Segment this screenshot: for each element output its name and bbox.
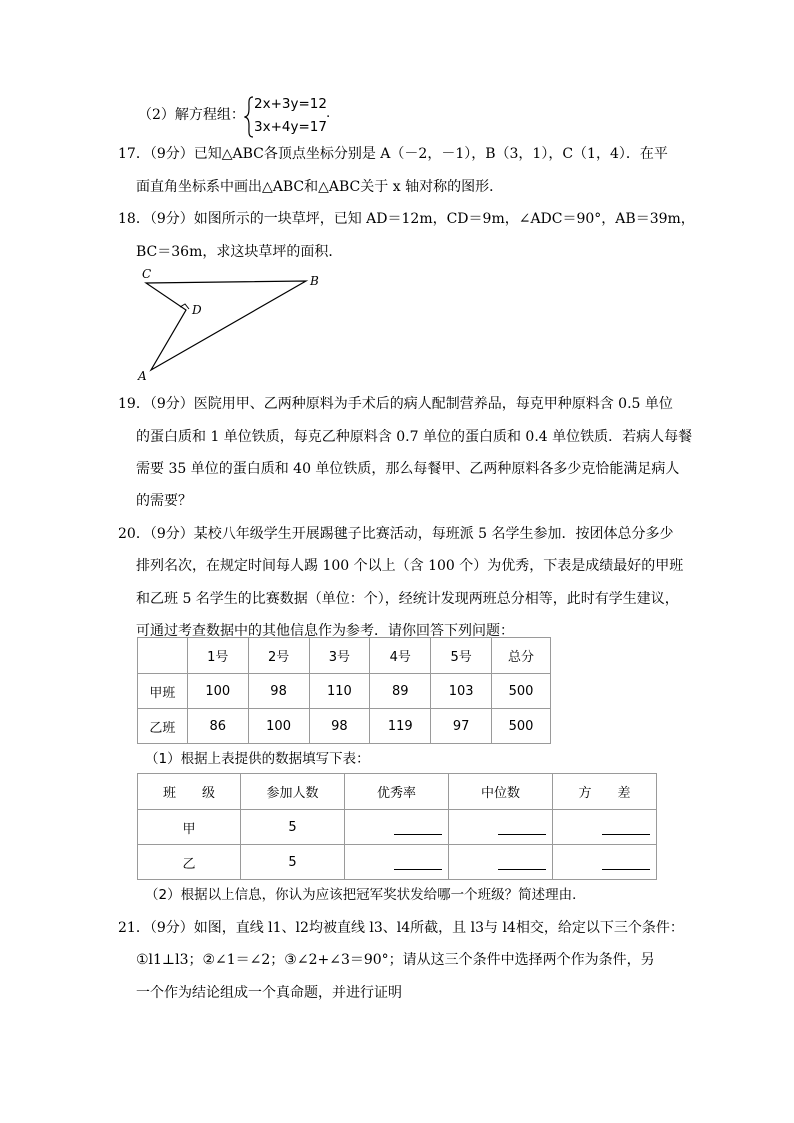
- score-header-cell: 总分: [492, 638, 551, 674]
- p21-line2: ①l1⊥l3；②∠1＝∠2；③∠2+∠3＝90°；请从这三个条件中选择两个作为条件，另: [136, 952, 655, 968]
- p19-line1: 19．（9分）医院用甲、乙两种原料为手术后的病人配制营养品，每克甲种原料含 0.5 单位: [118, 396, 673, 412]
- score-cell: 103: [431, 674, 492, 709]
- median-blank[interactable]: [449, 810, 553, 845]
- score-cell: 110: [309, 674, 370, 709]
- score-header-cell: [138, 638, 188, 674]
- p17-line2: 面直角坐标系中画出△ABC和△ABC关于 x 轴对称的图形．: [136, 179, 504, 195]
- p19-line4: 的需要？: [136, 493, 192, 509]
- p17-line1: 17．（9分）已知△ABC各顶点坐标分别是 A（－2，－1），B（3，1），C（1，4）．在平: [118, 146, 668, 162]
- equation-system: [244, 96, 364, 138]
- p20-q2: （2）根据以上信息，你认为应该把冠军奖状发给哪一个班级？简述理由．: [145, 887, 586, 903]
- score-cell: 97: [431, 709, 492, 744]
- count-cell: 5: [241, 845, 345, 880]
- left-brace-icon: [244, 96, 254, 138]
- excellence-rate-blank[interactable]: [345, 810, 449, 845]
- class-cell: 甲: [138, 810, 241, 845]
- p20-line3: 和乙班 5 名学生的比赛数据（单位：个），经统计发现两班总分相等，此时有学生建议，: [136, 591, 679, 607]
- p20-line2: 排列名次，在规定时间每人踢 100 个以上（含 100 个）为优秀，下表是成绩最好的甲班: [136, 558, 684, 574]
- p21-line1: 21．（9分）如图，直线 l1、l2均被直线 l3、l4所截，且 l3与 l4相交，给定以下三个条件：: [118, 920, 684, 936]
- p21-line3: 一个作为结论组成一个真命题，并进行证明: [136, 985, 402, 1001]
- stats-header-cell: 优秀率: [345, 774, 449, 810]
- score-cell: 甲班: [138, 674, 188, 709]
- equation-2: 3x+4y=17: [254, 119, 327, 135]
- score-cell: 500: [492, 709, 551, 744]
- table-row: [138, 709, 551, 744]
- score-cell: 86: [187, 709, 248, 744]
- lawn-figure: [134, 264, 334, 384]
- table-row: [138, 845, 657, 880]
- stats-header-cell: 中位数: [449, 774, 553, 810]
- stats-header-cell: 班 级: [138, 774, 241, 810]
- median-blank[interactable]: [449, 845, 553, 880]
- stats-header-cell: 方 差: [553, 774, 657, 810]
- score-cell: 乙班: [138, 709, 188, 744]
- right-angle-mark: [180, 304, 189, 309]
- p20-line4: 可通过考查数据中的其他信息作为参考．请你回答下列问题：: [136, 623, 514, 639]
- score-cell: 98: [309, 709, 370, 744]
- p18-line1: 18．（9分）如图所示的一块草坪，已知 AD＝12m，CD＝9m，∠ADC＝90°，AB＝39m，: [118, 211, 695, 227]
- p20-q1: （1）根据上表提供的数据填写下表：: [145, 751, 370, 767]
- stats-header-cell: 参加人数: [241, 774, 345, 810]
- p16-prefix: （2）解方程组：: [138, 107, 245, 123]
- score-header-cell: 3号: [309, 638, 370, 674]
- p18-line2: BC＝36m，求这块草坪的面积．: [136, 244, 343, 260]
- score-cell: 119: [370, 709, 431, 744]
- stats-table: [137, 773, 657, 880]
- table-row: [138, 810, 657, 845]
- score-header-cell: 1号: [187, 638, 248, 674]
- score-cell: 89: [370, 674, 431, 709]
- class-cell: 乙: [138, 845, 241, 880]
- score-table: [137, 637, 551, 744]
- label-b: B: [310, 274, 319, 288]
- equation-period: .: [326, 105, 331, 121]
- score-header-cell: 4号: [370, 638, 431, 674]
- label-a: A: [138, 369, 147, 383]
- table-row: [138, 674, 551, 709]
- score-cell: 100: [248, 709, 309, 744]
- score-cell: 500: [492, 674, 551, 709]
- label-d: D: [192, 303, 202, 317]
- score-cell: 100: [187, 674, 248, 709]
- p20-line1: 20．（9分）某校八年级学生开展踢毽子比赛活动，每班派 5 名学生参加．按团体总分多少: [118, 526, 674, 542]
- variance-blank[interactable]: [553, 810, 657, 845]
- equation-1: 2x+3y=12: [254, 96, 327, 112]
- score-header-cell: 5号: [431, 638, 492, 674]
- score-cell: 98: [248, 674, 309, 709]
- excellence-rate-blank[interactable]: [345, 845, 449, 880]
- p19-line2: 的蛋白质和 1 单位铁质，每克乙种原料含 0.7 单位的蛋白质和 0.4 单位铁质．若病人每餐: [136, 429, 693, 445]
- score-header-cell: 2号: [248, 638, 309, 674]
- count-cell: 5: [241, 810, 345, 845]
- label-c: C: [142, 267, 152, 281]
- p19-line3: 需要 35 单位的蛋白质和 40 单位铁质，那么每餐甲、乙两种原料各多少克恰能满足病人: [136, 461, 680, 477]
- lawn-quadrilateral: [146, 281, 306, 370]
- variance-blank[interactable]: [553, 845, 657, 880]
